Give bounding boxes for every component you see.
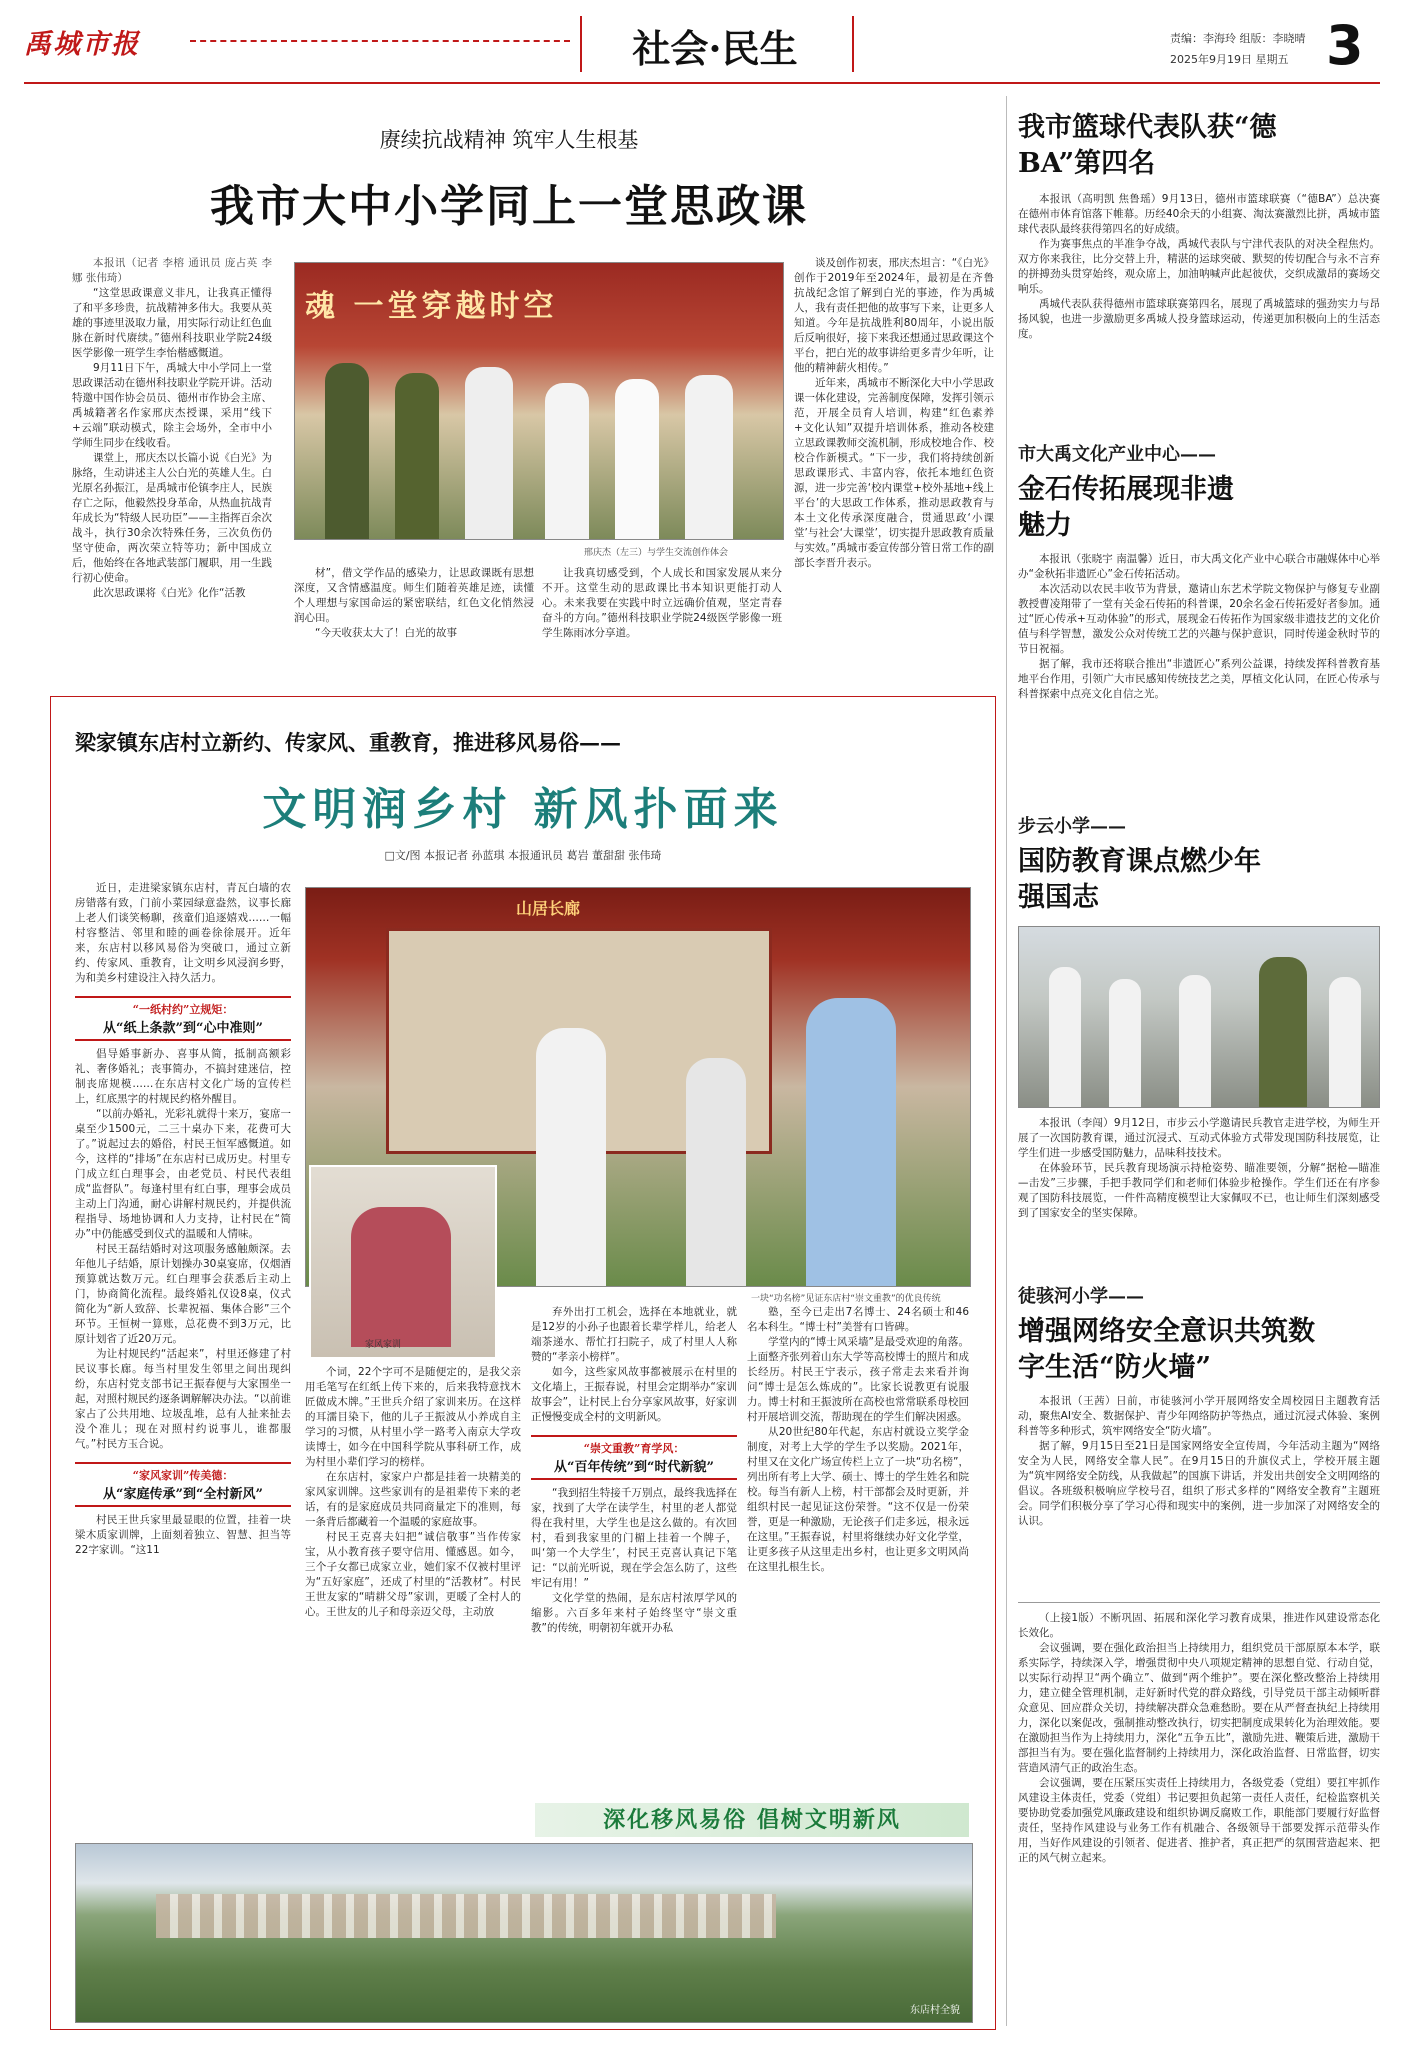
paragraph: 村民王世兵家里最显眼的位置，挂着一块梁木质家训牌，上面刻着独立、智慧、担当等22字家训。“这11 xyxy=(75,1514,291,1556)
newspaper-logo: 禹城市报 xyxy=(24,29,140,60)
page-number: 3 xyxy=(1326,14,1364,77)
section-heading-2: “家风家训”传美德： 从“家庭传承”到“全村新风” xyxy=(75,1462,291,1507)
inset-caption: 家风家训 xyxy=(365,1340,402,1350)
paragraph: 此次思政课将《白光》化作“活教 xyxy=(93,587,246,599)
lead-photo xyxy=(294,262,784,540)
photo-sign: 山居长廊 xyxy=(516,899,581,918)
paragraph: 会议强调，要在压紧压实责任上持续用力，各级党委（党组）要扛牢抓作风建设主体责任，党委（党组）书记要担负起第一责任人责任，纪检监察机关要协助党委加强党风廉政建设和组织协调反腐败工作，职能部门要履行好监督责任，坚持作风建设与业务工作有机融合、各级领导干部要发挥示范带头作用，当好作风建设的引领者、促进者、推护者，真正把严的氛围营造起来、把正的风气树立起来。 xyxy=(1018,1777,1380,1864)
feature-col-4 xyxy=(747,1305,969,1801)
paragraph: 近年来，禹城市不断深化大中小学思政课一体化建设，完善制度保障，发挥引领示范，开展全员育人培训，构建“红色素养+文化认知”双提升培训体系，推动各校建立思政课教师交流机制，形成校地合作、校校合作新模式。“下一步，我们将持续创新思政课形式、丰富内容，依托本地红色资源，进一步完善‘校内课堂+校外基地+线上平台’的大思政工作体系，推动思政教育与本土文化传承深度融合，贯通思政‘小课堂’与社会‘大课堂’，切实提升思政教育质量与实效。”禹城市委宣传部分管日常工作的副部长李晋升表示。 xyxy=(794,377,994,569)
defense-photo xyxy=(1018,926,1380,1108)
photo-figures xyxy=(325,353,755,539)
lead-photo-caption: 邢庆杰（左三）与学生交流创作体会 xyxy=(584,548,729,558)
paragraph: 个词，22个字可不是随便定的，是我父亲用毛笔写在红纸上传下来的，后来我特意找木匠做成木牌。”王世兵介绍了家训来历。在这样的耳濡目染下，他的儿子王振波从小养成自主学习的习惯，从村里小学一路考入南京大学攻读博士，如今在中国科学院从事科研工作，成为村里小辈们学习的榜样。 xyxy=(305,1366,521,1468)
paragraph: 本报讯（李闯）9月12日，市步云小学邀请民兵教官走进学校，为师生开展了一次国防教育课，通过沉浸式、互动式体验方式带发现国防科技展览，让学生们进一步感受国防魅力，品味科技技术。 xyxy=(1018,1117,1380,1159)
paragraph: 课堂上，邢庆杰以长篇小说《白光》为脉络，生动讲述主人公白光的英雄人生。白光原名孙振江，是禹城市伦镇李庄人，民族存亡之际，他毅然投身革命，从热血抗战青年成长为“特级人民功臣”——主指挥百余次战斗，执行30余次特殊任务，三次负伤仍坚守使命，两次荣立特等功；新中国成立后，他始终在各地武装部门履职，用一生践行初心使命。 xyxy=(72,452,272,584)
paragraph: 如今，这些家风故事都被展示在村里的文化墙上，王振春说，村里会定期举办“家训故事会”，让村民上台分享家风故事，好家训正慢慢变成全村的文明新风。 xyxy=(531,1366,737,1423)
feature-kicker: 梁家镇东店村立新约、传家风、重教育，推进移风易俗—— xyxy=(75,730,621,755)
lead-title: 我市大中小学同上一堂思政课 xyxy=(210,181,808,232)
editors: 责编：李海玲 组版：李晓晴 xyxy=(1170,32,1306,45)
paragraph: 学堂内的“博士风采墙”是最受欢迎的角落。上面整齐张列着山东大学等高校博士的照片和成长经历。村民王宁表示，孩子常走去来看并询问“博士是怎么炼成的”。比家长说教更有说服力。博士村和王振波所在高校也常常联系母校回村开展培训交流，帮助现在的学生们解决困惑。 xyxy=(747,1336,969,1423)
paragraph: （上接1版）不断巩固、拓展和深化学习教育成果，推进作风建设常态化长效化。 xyxy=(1018,1612,1380,1639)
brief-network xyxy=(1018,1282,1380,1582)
paragraph: 据了解，9月15日至21日是国家网络安全宣传周，今年活动主题为“网络安全为人民，网络安全靠人民”。在9月15日的升旗仪式上，学校开展主题为“筑牢网络安全防线，从我做起”的国旗下讲话，并发出共创安全文明网络的倡议。各班级积极响应学校号召，组织了形式多样的“网络安全教育”主题班会。同学们积极分享了学习心得和现实中的案例，进一步加深了对网络安全的认识。 xyxy=(1018,1440,1380,1527)
paragraph: “以前办婚礼，光彩礼就得十来万，宴席一桌至少1500元，二三十桌办下来，花费可大了。”说起过去的婚俗，村民王恒军感慨道。如今，这样的“排场”在东店村已成历史。村里专门成立红白理事会，由老党员、村民代表组成“监督队”。每逢村里有红白事，理事会成员主动上门沟通，耐心讲解村规民约，并提供流程指导、场地协调和人力支持，让村民在“简办”中仍能感受到仪式的温暖和人情味。 xyxy=(75,1108,291,1240)
paragraph: 会议强调，要在强化政治担当上持续用力，组织党员干部原原本本学，联系实际学，持续深入学，增强贯彻中央八项规定精神的思想自觉、行动自觉，以实际行动捍卫“两个确立”、做到“两个维护”。要在深化整改整治上持续用力，建立健全管理机制，走好新时代党的群众路线，引导党员干部主动倾听群众意见、回应群众关切，持续解决群众急难愁盼。要在从严督查执纪上持续用力，深化以案促改，强制推动整改执行，切实把制度成果转化为治理效能。要在激励担当作为上持续用力，深化“五争五比”，激励先进、鞭策后进，激励干部担当有为。要在强化监督制约上持续用力，深化政治监督、日常监督，切实营造风清气正的政治生态。 xyxy=(1018,1642,1380,1774)
paragraph: 村民王克喜夫妇把“诚信敬事”当作传家宝，从小教育孩子要守信用、懂感恩。如今，三个子女都已成家立业，她们家不仅被村里评为“五好家庭”，还成了村里的“活教材”。村民王世友家的“晴耕父母”家训，更暖了全村人的心。王世友的儿子和母亲迈父母，主动放 xyxy=(305,1531,521,1618)
continued-article xyxy=(1018,1602,1380,2037)
paragraph: 为让村规民约“活起来”，村里还修建了村民议事长廊。每当村里发生邻里之间出现纠纷，东店村党支部书记王振春便与大家围坐一起，对照村规民约逐条调解解决办法。“以前谁家占了公共用地、垃圾乱堆，总有人扯来扯去没个准儿；现在对照村约说事儿，谁都服气。”村民方玉合说。 xyxy=(75,1348,291,1450)
paragraph: 谈及创作初衷，邢庆杰坦言：“《白光》创作于2019年至2024年，最初是在齐鲁抗战纪念馆了解到白光的事迹，作为禹城人，我有责任把他的故事写下来，让更多人知道。今年是抗战胜利80周年，小说出版后反响很好，接下来我还想通过思政课这个平台，把白光的故事讲给更多青少年听，让他的精神薪火相传。” xyxy=(794,257,994,374)
paragraph: 塾，至今已走出7名博士、24名硕士和46名本科生。“博士村”美誉有口皆碑。 xyxy=(747,1306,969,1333)
lead-text-1 xyxy=(72,286,272,601)
lead-col-2 xyxy=(294,566,534,648)
side-rule xyxy=(1006,96,1007,2026)
paragraph: 让我真切感受到，个人成长和国家发展从来分不开。这堂生动的思政课比书本知识更能打动人心。未来我要在实践中时立远确价值观，坚定青春奋斗的方向。”德州科技职业学院24级医学影像一班学生陈雨冰分享道。 xyxy=(542,567,782,639)
paragraph: 本次活动以农民丰收节为背景，邀请山东艺术学院文物保护与修复专业副教授曹凌翔带了一堂有关金石传拓的科普课，20余名金石传拓爱好者参加。通过“匠心传承+互动体验”的形式，展现金石传拓作为国家级非遗技艺的文化价值与科学智慧，激发公众对传统工艺的兴趣与保护意识，同时传递金秋时节的节日祝福。 xyxy=(1018,583,1380,655)
brief-3-title: 国防教育课点燃少年强国志 xyxy=(1018,846,1261,913)
lead-col-4 xyxy=(794,256,994,648)
lead-kicker: 赓续抗战精神 筑牢人生根基 xyxy=(379,128,639,152)
paragraph: 近日，走进梁家镇东店村，青瓦白墙的农房错落有致，门前小菜园绿意盎然，议事长廊上老人们谈笑畅聊，孩童们追逐嬉戏……一幅村容整洁、邻里和睦的画卷徐徐展开。近年来，东店村以移风易俗为突破口，通过立新约、传家风、重教育，让文明乡风浸润乡野，为和美乡村建设注入持久活力。 xyxy=(75,882,291,984)
paragraph: “我到招生特接千万别点，最终我选择在家，找到了大学在读学生，村里的老人都觉得在我村里，大学生也是这么做的。有次回村，看到我家里的门楣上挂着一个牌子，叫‘第一个大学生’，村民王克喜认真记下笔记：“以前光听说，现在学会怎么防了，这些牢记有用！” xyxy=(531,1487,737,1589)
feature-aerial-photo xyxy=(75,1843,973,2023)
logo-dashes xyxy=(190,40,570,42)
photo-banner-text: 魂 一堂穿越时空 xyxy=(305,289,558,324)
section-heading-1: “一纸村约”立规矩： 从“纸上条款”到“心中准则” xyxy=(75,996,291,1041)
aerial-caption: 东店村全貌 xyxy=(910,2005,960,2016)
feature-byline: □文/图 本报记者 孙蓝琪 本报通讯员 葛岩 董甜甜 张伟琦 xyxy=(384,849,662,862)
brief-rubbing xyxy=(1018,440,1380,800)
section-title: 社会·民生 xyxy=(632,26,798,71)
paragraph: 在东店村，家家户户都是挂着一块精美的家风家训牌。这些家训有的是祖辈传下来的老话，有的是家庭成员共同商量定下的准则，每一条背后都藏着一个温暖的家庭故事。 xyxy=(305,1471,521,1528)
feature-article xyxy=(50,696,996,2030)
paragraph: 从20世纪80年代起，东店村就设立奖学金制度，对考上大学的学生予以奖励。2021年，村里又在文化广场宣传栏上立了一块“功名榜”，列出所有考上大学、硕士、博士的学生姓名和院校。每当有新人上榜，村干部都会及时更新，并组织村民一起见证这份荣誉。“这不仅是一份荣誉，更是一种激励，无论孩子们走多远，根永远在这里。”王振春说，村里将继续办好文化学堂，让更多孩子从这里走出乡村，也让更多文明风尚在这里扎根生长。 xyxy=(747,1426,969,1573)
paragraph: 据了解，我市还将联合推出“非遗匠心”系列公益课，持续发挥科普教育基地平台作用，引领广大市民感知传统技艺之美，厚植文化认同，在匠心传承与科普探索中点亮文化自信之光。 xyxy=(1018,658,1380,700)
paragraph: 村民王磊结婚时对这项服务感触颇深。去年他儿子结婚，原计划操办30桌宴席，仅烟酒预算就达数万元。红白理事会获悉后主动上门，协商简化流程。最终婚礼仅设8桌，仪式简化为“新人致辞、长辈祝福、集体合影”三个环节。王恒树一算账，总花费不到3万元，比原计划省了近20万元。 xyxy=(75,1243,291,1345)
feature-col-2 xyxy=(305,1365,521,1801)
masthead xyxy=(0,0,1404,84)
masthead-rule xyxy=(24,82,1380,84)
brief-basketball xyxy=(1018,110,1380,410)
paragraph: 在体验环节，民兵教育现场演示持枪姿势、瞄准要领，分解“据枪—瞄准—击发”三步骤，手把手教同学们和老师们体验步枪操作。学生们还在有序参观了国防科技展览，一件件高精度模型让大家佩叹不已，也让师生们深刻感受到了国家安全的坚实保障。 xyxy=(1018,1162,1380,1219)
feature-title: 文明润乡村 新风扑面来 xyxy=(262,784,784,835)
lead-article xyxy=(24,88,994,648)
feature-col-3 xyxy=(531,1305,737,1801)
paragraph: 倡导婚事新办、喜事从简，抵制高额彩礼、奢侈婚礼；丧事简办，不搞封建迷信，控制丧席规模……在东店村文化广场的宣传栏上，红底黑字的村规民约格外醒目。 xyxy=(75,1048,291,1105)
feature-inset-photo xyxy=(309,1165,497,1359)
paragraph: “今天收获太大了！白光的故事 xyxy=(315,627,457,639)
lead-col-1 xyxy=(72,256,272,644)
paragraph: 作为赛事焦点的半准争夺战，禹城代表队与宁津代表队的对决全程焦灼。双方你来我往，比分交替上升，精湛的运球突破、默契的传切配合与永不言弃的拼搏劲头贯穿始终，观众席上，加油呐喊声此起彼伏，交织成激昂的赛场交响乐。 xyxy=(1018,238,1380,295)
brief-4-kicker: 徒骇河小学—— xyxy=(1018,1286,1144,1307)
feature-banner: 深化移风易俗 倡树文明新风 xyxy=(535,1803,969,1837)
paragraph: 材”，借文学作品的感染力，让思政课既有思想深度，又含情感温度。师生们随着英雄足迹，读懂个人理想与家国命运的紧密联结，红色文化悄然浸润心田。 xyxy=(294,567,534,624)
brief-defense xyxy=(1018,812,1380,1272)
brief-4-title: 增强网络安全意识共筑数字生活“防火墙” xyxy=(1018,1316,1315,1383)
paragraph: 本报讯（王茜）日前，市徒骇河小学开展网络安全周校园日主题教育活动，聚焦AI安全、数据保护、青少年网络防护等热点，通过沉浸式体验、案例科普等多种形式，筑牢网络安全“防火墙”。 xyxy=(1018,1395,1380,1437)
brief-1-title: 我市篮球代表队获“德BA”第四名 xyxy=(1018,112,1277,179)
brief-2-kicker: 市大禹文化产业中心—— xyxy=(1018,444,1216,465)
lead-col-3 xyxy=(542,566,782,648)
brief-2-title: 金石传拓展现非遗魅力 xyxy=(1018,474,1234,541)
feature-photo-caption: 一块“功名榜”见证东店村“崇文重教”的优良传统 xyxy=(751,1294,941,1304)
paragraph: 本报讯（张晓宇 南温馨）近日，市大禹文化产业中心联合市融媒体中心举办“金秋拓非遗匠心”金石传拓活动。 xyxy=(1018,553,1380,580)
paragraph: 禹城代表队获得德州市篮球联赛第四名，展现了禹城篮球的强劲实力与昂扬风貌，也进一步激励更多禹城人投身篮球运动，传递更加积极向上的生活态度。 xyxy=(1018,298,1380,340)
feature-col-1 xyxy=(75,881,291,1801)
section-heading-3: “崇文重教”育学风： 从“百年传统”到“时代新貌” xyxy=(531,1435,737,1480)
lead-byline: 本报讯（记者 李榕 通讯员 庞占英 李娜 张伟琦） xyxy=(72,257,272,284)
paragraph: 9月11日下午，禹城大中小学同上一堂思政课活动在德州科技职业学院开讲。活动特邀中国作协会员员、德州市作协会主席、禹城籍著名作家邢庆杰授课，采用“线下+云端”联动模式，除主会场外，全市中小学师生同步在线收看。 xyxy=(72,362,272,449)
paragraph: 本报讯（高明凯 焦鲁瑶）9月13日，德州市篮球联赛（“德BA”）总决赛在德州市体育馆落下帷幕。历经40余天的小组赛、淘汰赛激烈比拼，禹城市篮球代表队最终获得第四名的好成绩。 xyxy=(1018,193,1380,235)
paragraph: 文化学堂的热闹，是东店村浓厚学风的缩影。六百多年来村子始终坚守“崇文重教”的传统，明朝初年就开办私 xyxy=(531,1592,737,1634)
paragraph: “这堂思政课意义非凡，让我真正懂得了和平多珍贵，抗战精神多伟大。我要从英雄的事迹里汲取力量，用实际行动让红色血脉在新时代赓续。”德州科技职业学院24级医学影像一班学生李怡楷感慨道。 xyxy=(72,287,272,359)
date: 2025年9月19日 星期五 xyxy=(1170,53,1289,66)
brief-3-kicker: 步云小学—— xyxy=(1018,816,1126,837)
paragraph: 弃外出打工机会，选择在本地就业，就是12岁的小孙子也跟着长辈学样儿，给老人端茶递水、帮忙打扫院子，成了村里人人称赞的“孝亲小榜样”。 xyxy=(531,1306,737,1363)
